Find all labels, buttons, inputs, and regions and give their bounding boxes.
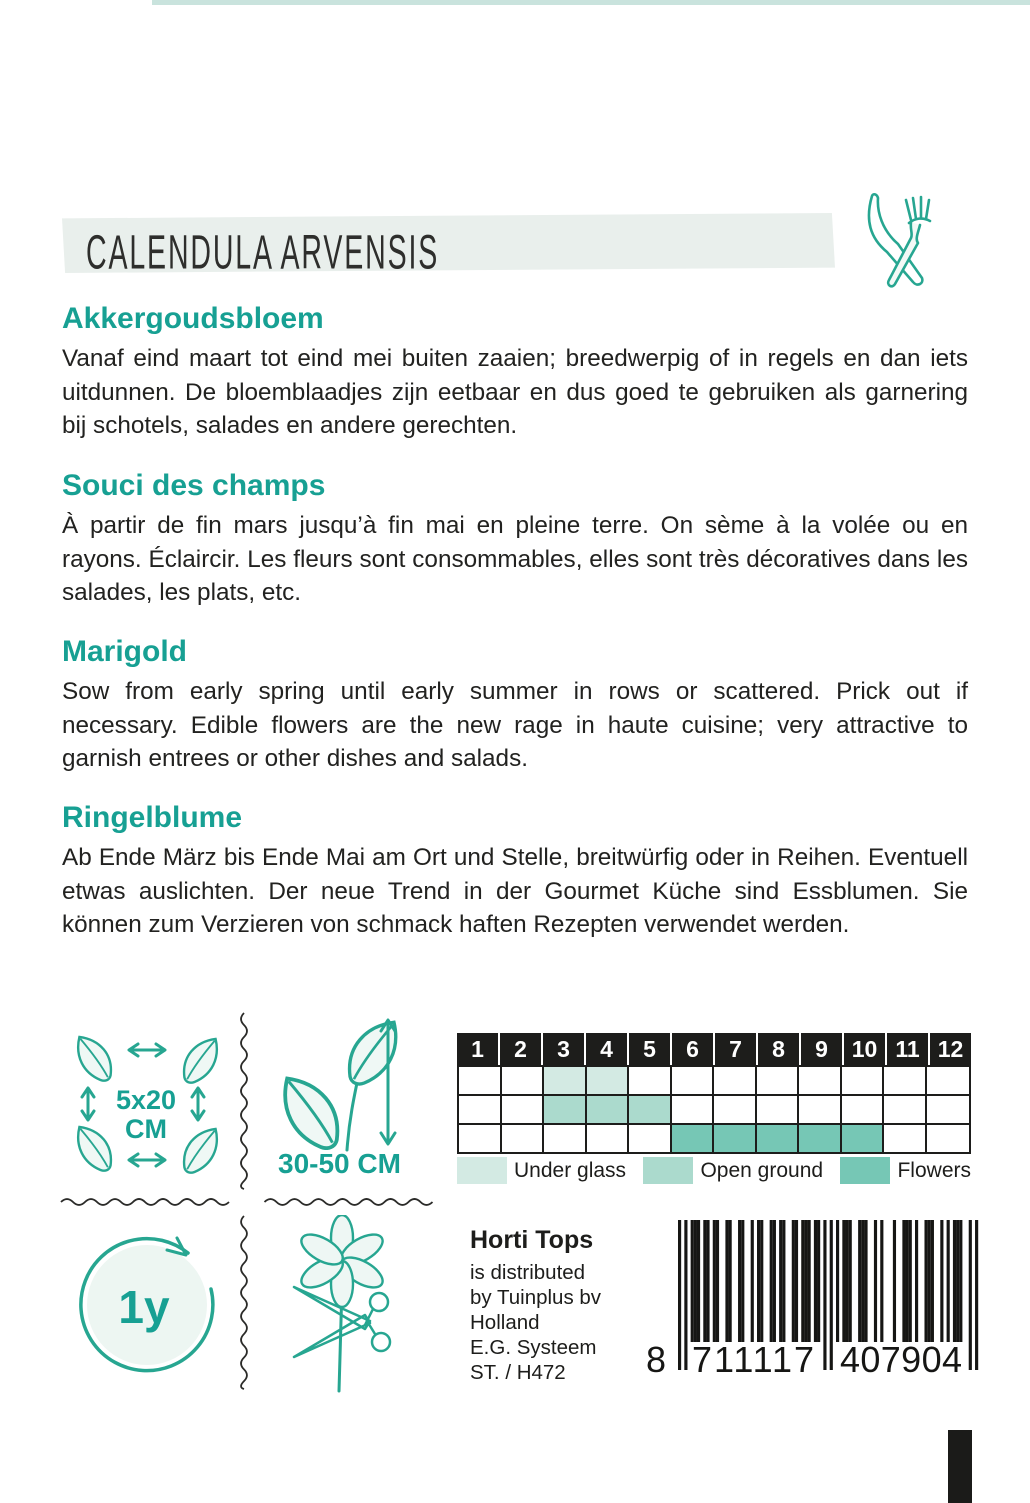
calendar-cell [714,1096,757,1123]
legend-swatch [840,1157,890,1184]
calendar-month-header: 4 [586,1033,627,1065]
calendar-body [457,1065,971,1154]
section-dutch [62,302,968,443]
section-french [62,469,968,610]
legend-label: Under glass [514,1158,627,1182]
divider-wavy-vertical [238,1012,250,1190]
calendar-row [459,1096,969,1125]
calendar-month-header: 11 [887,1033,928,1065]
calendar-cell [672,1125,715,1152]
spacing-value-unit: CM [125,1114,167,1144]
calendar-month-header: 6 [672,1033,713,1065]
distributor-line: ST. / H472 [470,1361,566,1384]
calendar-cell [927,1067,970,1094]
corner-print-mark [948,1430,972,1503]
calendar-cell [757,1096,800,1123]
section-body: Vanaf eind maart tot eind mei buiten zaaien; breedwerpig of in regels en dan iets uitdunnen. De bloemblaadjes zijn eetbaar en dus goed te gebruiken als garnering bij schotels, salades en andere gerechten. [62,345,968,440]
calendar-cell [502,1067,545,1094]
sowing-calendar [457,1033,971,1154]
section-body: Sow from early spring until early summer in rows or scattered. Prick out if necessary. Edible flowers are the new rage in haute cuisine; very attractive to garnish entrees or other dishes and salads. [62,678,968,773]
legend-label: Open ground [700,1158,824,1182]
section-heading: Marigold [62,635,187,668]
distributor-lines [470,1260,650,1385]
calendar-cell [544,1096,587,1123]
svg-text:711117: 711117 [692,1339,814,1376]
spacing-value [104,1086,188,1144]
legend-swatch [457,1157,507,1184]
section-english [62,635,968,776]
calendar-month-header: 10 [844,1033,885,1065]
calendar-cell [799,1067,842,1094]
divider-wavy-vertical [238,1215,250,1390]
calendar-cell [459,1067,502,1094]
calendar-cell [672,1067,715,1094]
calendar-cell [799,1096,842,1123]
plant-height-value: 30-50 CM [278,1148,401,1179]
calendar-cell [842,1067,885,1094]
calendar-cell [544,1067,587,1094]
page-title: CALENDULA ARVENSIS [86,225,440,280]
distributor-line: E.G. Systeem [470,1336,597,1359]
calendar-month-header: 7 [715,1033,756,1065]
calendar-cell [587,1096,630,1123]
distributor-line: by Tuinplus bv [470,1286,602,1309]
calendar-month-header: 3 [543,1033,584,1065]
calendar-cell [884,1125,927,1152]
legend-label: Flowers [897,1158,971,1182]
calendar-cell [502,1125,545,1152]
calendar-row [459,1125,969,1152]
legend-item [840,1157,971,1184]
calendar-cell [629,1125,672,1152]
calendar-month-header: 8 [758,1033,799,1065]
divider-wavy-horizontal [262,1196,437,1208]
section-body: Ab Ende März bis Ende Mai am Ort und Stelle, breitwürfig oder in Reihen. Eventuell etwas auslichten. Der neue Trend in der Gourmet Küche sind Essblumen. Sie können zum Verzieren von schmack haften Rezepten verwendet werden. [62,844,968,939]
section-heading: Akkergoudsbloem [62,302,324,335]
svg-text:8: 8 [646,1339,667,1376]
barcode [640,1220,980,1376]
calendar-cell [714,1067,757,1094]
calendar-month-header: 5 [629,1033,670,1065]
calendar-month-header: 9 [801,1033,842,1065]
spacing-value-number: 5x20 [115,1085,177,1115]
top-edge-strip [152,0,1030,5]
calendar-cell [544,1125,587,1152]
knife-fork-icon [851,192,957,298]
calendar-cell [629,1096,672,1123]
section-heading: Souci des champs [62,469,326,502]
calendar-month-header: 2 [500,1033,541,1065]
plant-height-icon [265,1012,440,1152]
annual-cycle-value: 1y [118,1281,170,1333]
calendar-cell [884,1067,927,1094]
calendar-cell [842,1096,885,1123]
distributor-name: Horti Tops [470,1226,594,1254]
calendar-cell [799,1125,842,1152]
calendar-cell [587,1125,630,1152]
legend-swatch [643,1157,693,1184]
distributor-line: is distributed [470,1261,586,1284]
calendar-cell [757,1125,800,1152]
calendar-row [459,1067,969,1096]
section-body: À partir de fin mars jusqu’à fin mai en pleine terre. On sème à la volée ou en rayons. Éclaircir. Les fleurs sont consommables, elles sont très décoratives dans les salades, les plats, etc. [62,512,968,607]
calendar-cell [714,1125,757,1152]
calendar-month-header: 1 [457,1033,498,1065]
svg-text:407904: 407904 [840,1339,962,1376]
calendar-cell [629,1067,672,1094]
calendar-cell [587,1067,630,1094]
calendar-cell [927,1096,970,1123]
calendar-month-header: 12 [930,1033,971,1065]
section-heading: Ringelblume [62,801,243,834]
legend-item [643,1157,823,1184]
calendar-cell [757,1067,800,1094]
calendar-cell [842,1125,885,1152]
calendar-cell [459,1096,502,1123]
calendar-cell [672,1096,715,1123]
calendar-header-row [457,1033,971,1065]
legend-item [457,1157,626,1184]
calendar-cell [502,1096,545,1123]
distributor-line: Holland [470,1311,540,1334]
divider-wavy-horizontal [60,1196,232,1208]
calendar-legend [457,1157,971,1184]
section-german [62,801,968,942]
calendar-cell [459,1125,502,1152]
calendar-cell [927,1125,970,1152]
cut-flower-icon [282,1215,432,1395]
calendar-cell [884,1096,927,1123]
distributor-info [470,1226,650,1385]
